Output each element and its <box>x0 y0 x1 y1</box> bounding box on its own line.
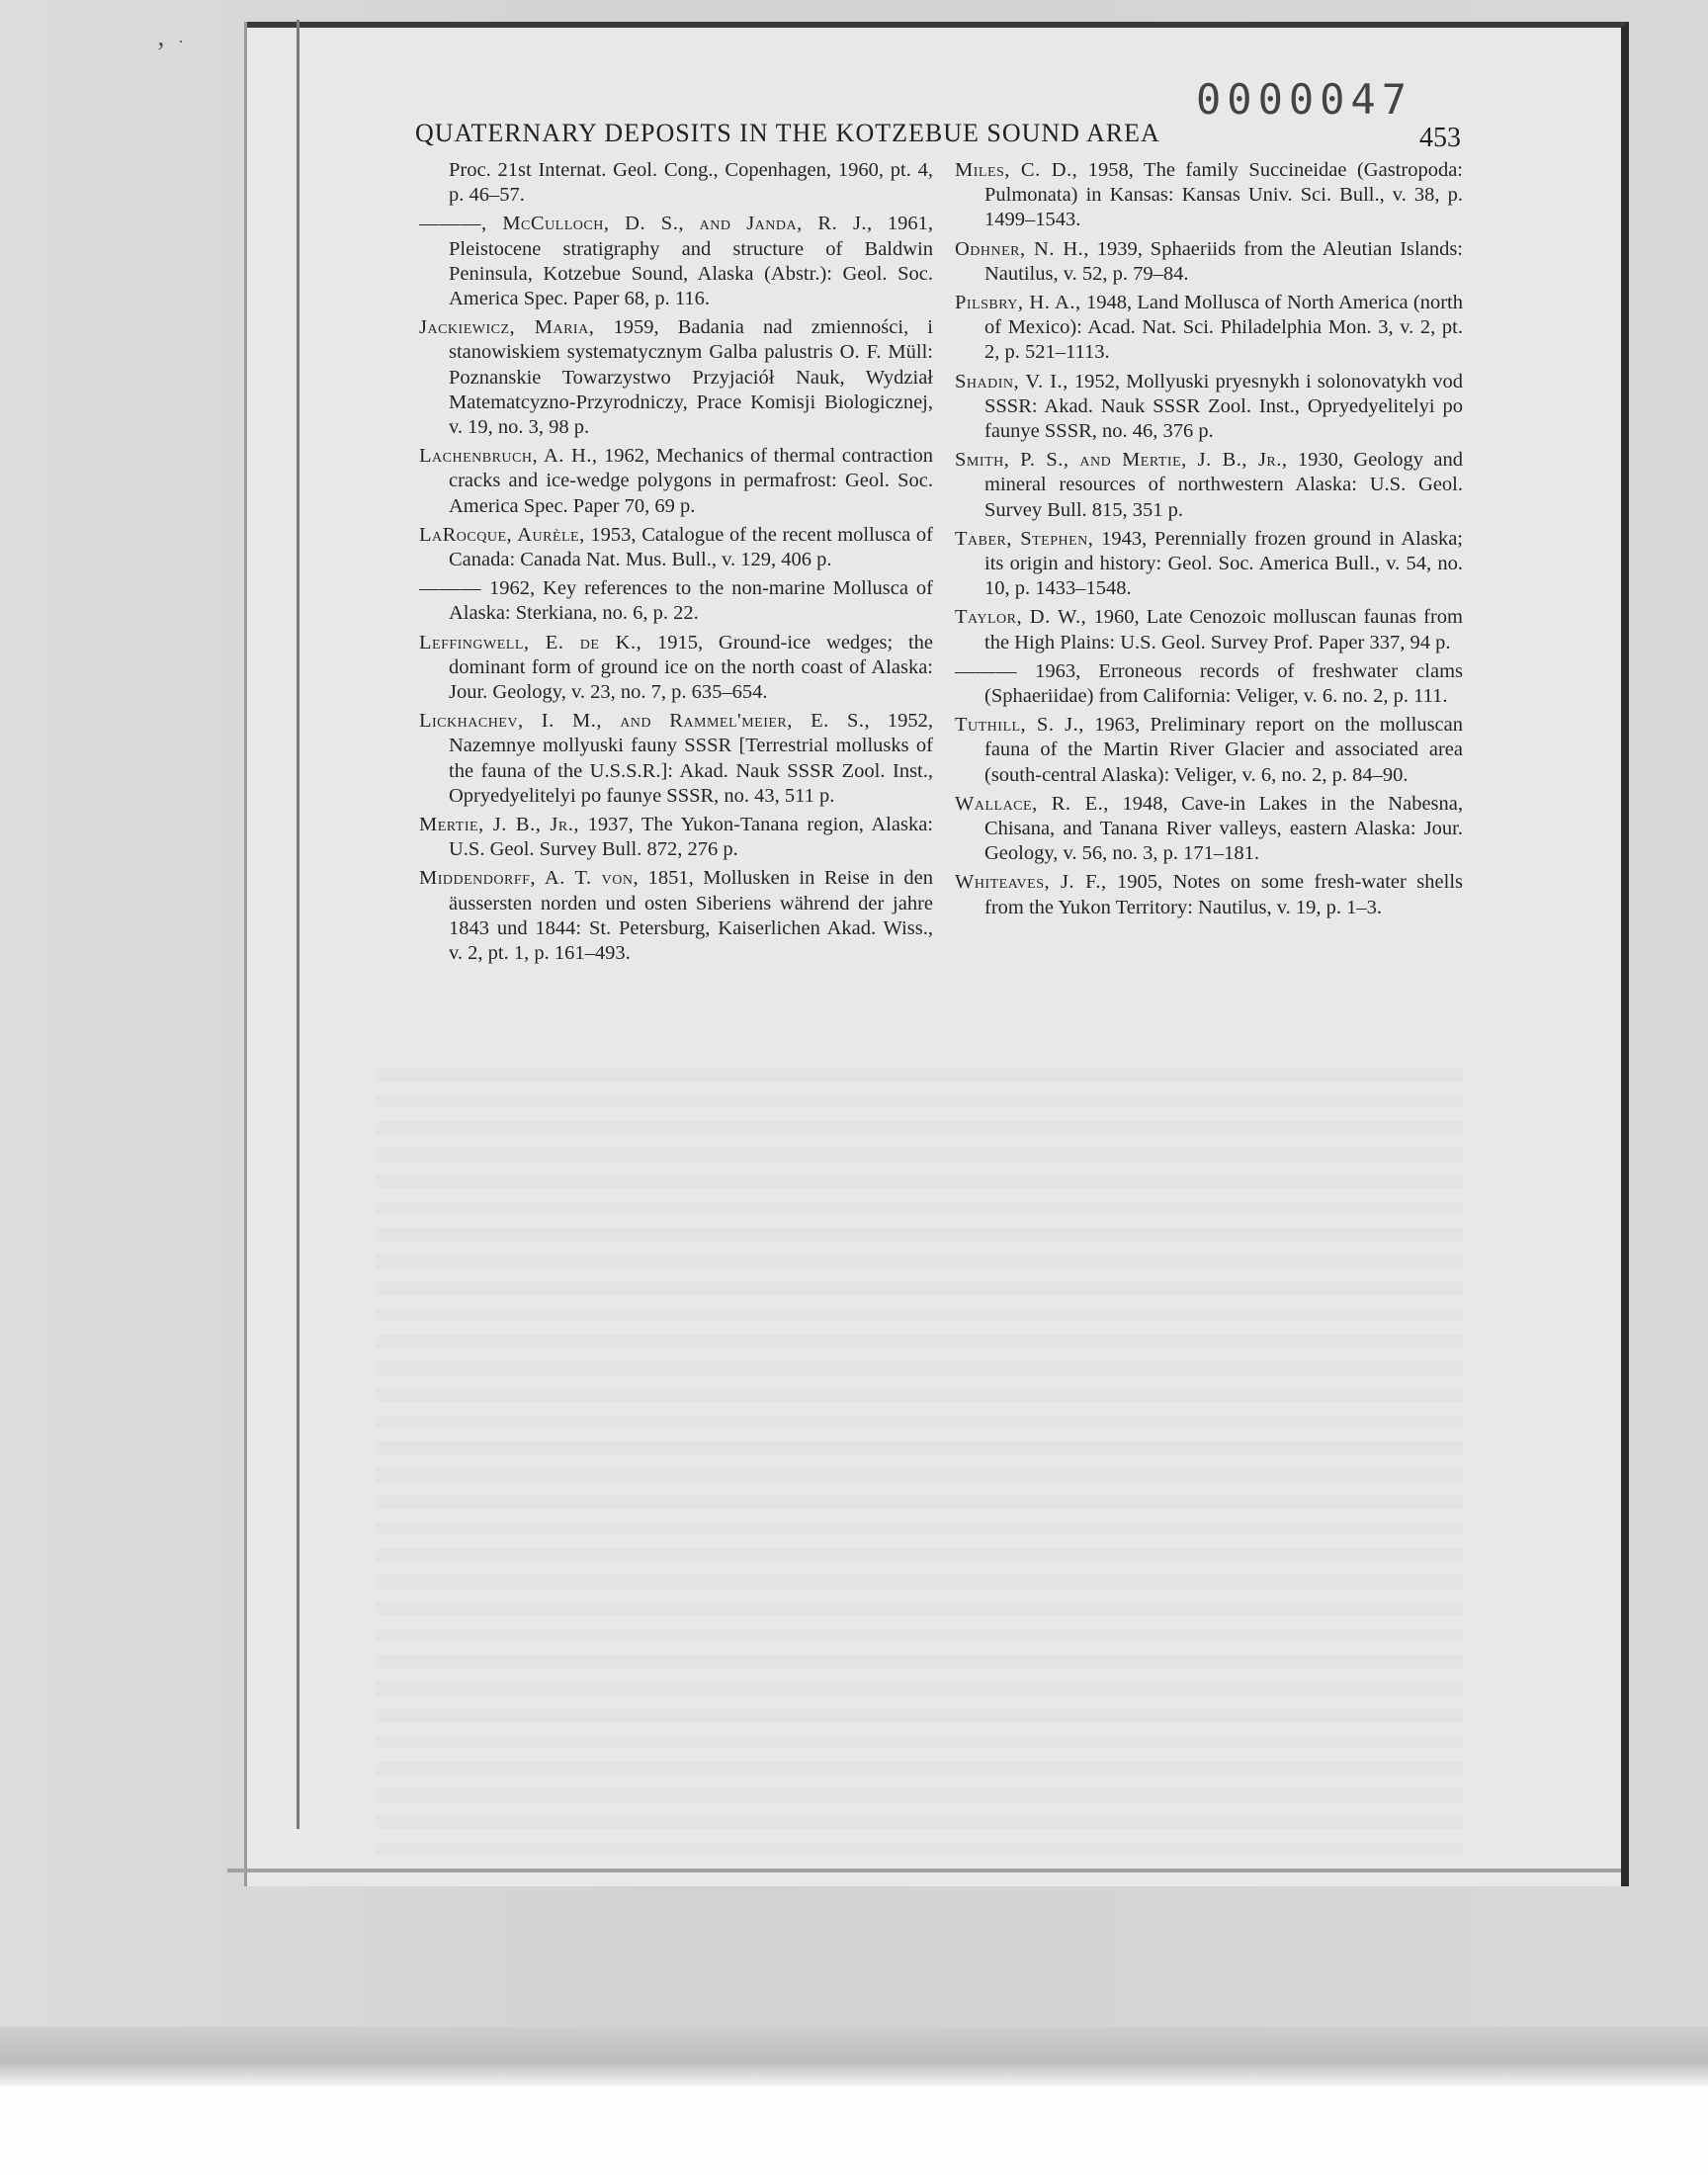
reference-entry: Odhner, N. H., 1939, Sphaeriids from the Aleutian Islands: Nautilus, v. 52, p. 79–84. <box>955 237 1463 285</box>
reference-entry: Lickhachev, I. M., and Rammel'meier, E. S., 1952, Nazemnye mollyuski fauny SSSR [Terrestrial mollusks of the fauna of the U.S.S.R.]: Akad. Nauk SSSR Zool. Inst., Opryedyelitelyi po faunye SSSR, no. 43, 511 p. <box>419 710 934 807</box>
reference-entry: ——— 1962, Key references to the non-marine Mollusca of Alaska: Sterkiana, no. 6, p. 22. <box>419 577 933 625</box>
left-reference-column <box>419 158 933 970</box>
page-bottom-edge <box>227 1869 1621 1872</box>
document-number-stamp: 0000047 <box>1196 75 1413 124</box>
reference-entry: Miles, C. D., 1958, The family Succineidae (Gastropoda: Pulmonata) in Kansas: Kansas Univ. Sci. Bull., v. 38, p. 1499–1543. <box>955 159 1464 231</box>
reference-entry: Smith, P. S., and Mertie, J. B., Jr., 1930, Geology and mineral resources of northwestern Alaska: U.S. Geol. Survey Bull. 815, 351 p. <box>955 449 1464 521</box>
reference-entry: Leffingwell, E. de K., 1915, Ground-ice wedges; the dominant form of ground ice on the north coast of Alaska: Jour. Geology, v. 23, no. 7, p. 635–654. <box>419 631 934 704</box>
scan-speck-mark: · <box>178 32 184 51</box>
reference-entry: Taber, Stephen, 1943, Perennially frozen ground in Alaska; its origin and history: Geol. Soc. America Bull., v. 54, no. 10, p. 1433–1548. <box>955 527 1463 600</box>
running-head: QUATERNARY DEPOSITS IN THE KOTZEBUE SOUND AREA <box>415 119 1160 147</box>
reference-entry: Shadin, V. I., 1952, Mollyuski pryesnykh i solonovatykh vod SSSR: Akad. Nauk SSSR Zool. Inst., Opryedyelitelyi po faunye SSSR, no. 46, 376 p. <box>955 370 1464 443</box>
page-fold-line <box>297 20 299 1829</box>
reference-entry: Middendorff, A. T. von, 1851, Mollusken in Reise in den äussersten norden und osten Siberiens während der jahre 1843 und 1844: St. Petersburg, Kaiserlichen Akad. Wiss., v. 2, pt. 1, p. 161–493. <box>419 867 933 965</box>
reference-entry: ———, McCulloch, D. S., and Janda, R. J., 1961, Pleistocene stratigraphy and structure of Baldwin Peninsula, Kotzebue Sound, Alaska (Abstr.): Geol. Soc. America Spec. Paper 68, p. 116. <box>419 213 933 310</box>
reference-entry: Jackiewicz, Maria, 1959, Badania nad zmienności, i stanowiskiem systematycznym Galba palustris O. F. Müll: Poznanskie Towarzystwo Przyjaciół Nauk, Wydział Matematcyzno-Przyrodniczy, Prace Komisji Biologicznej, v. 19, no. 3, 98 p. <box>419 316 934 439</box>
reference-entry: Wallace, R. E., 1948, Cave-in Lakes in the Nabesna, Chisana, and Tanana River valleys, eastern Alaska: Jour. Geology, v. 56, no. 3, p. 171–181. <box>955 792 1463 865</box>
scan-speck-mark: ʼ <box>156 38 166 68</box>
right-reference-column <box>955 158 1463 924</box>
reference-entry: Taylor, D. W., 1960, Late Cenozoic molluscan faunas from the High Plains: U.S. Geol. Survey Prof. Paper 337, 94 p. <box>955 606 1463 653</box>
reference-entry: Proc. 21st Internat. Geol. Cong., Copenhagen, 1960, pt. 4, p. 46–57. <box>449 159 933 207</box>
reference-entry: LaRocque, Aurèle, 1953, Catalogue of the recent mollusca of Canada: Canada Nat. Mus. Bull., v. 129, 406 p. <box>419 523 933 571</box>
reference-entry: ——— 1963, Erroneous records of freshwater clams (Sphaeriidae) from California: Veliger, v. 6. no. 2, p. 111. <box>955 659 1463 708</box>
reference-entry: Tuthill, S. J., 1963, Preliminary report on the molluscan fauna of the Martin River Glacier and associated area (south-central Alaska): Veliger, v. 6, no. 2, p. 84–90. <box>955 714 1463 786</box>
reference-entry: Lachenbruch, A. H., 1962, Mechanics of thermal contraction cracks and ice-wedge polygons in permafrost: Geol. Soc. America Spec. Paper 70, 69 p. <box>419 445 933 517</box>
reference-entry: Whiteaves, J. F., 1905, Notes on some fresh-water shells from the Yukon Territory: Nautilus, v. 19, p. 1–3. <box>955 871 1463 918</box>
show-through-text <box>376 1068 1463 1859</box>
reference-entry: Mertie, J. B., Jr., 1937, The Yukon-Tanana region, Alaska: U.S. Geol. Survey Bull. 872, 276 p. <box>419 814 933 861</box>
reference-entry: Pilsbry, H. A., 1948, Land Mollusca of North America (north of Mexico): Acad. Nat. Sci. Philadelphia Mon. 3, v. 2, pt. 2, p. 521–1113. <box>955 292 1463 364</box>
page-number: 453 <box>1419 123 1461 153</box>
